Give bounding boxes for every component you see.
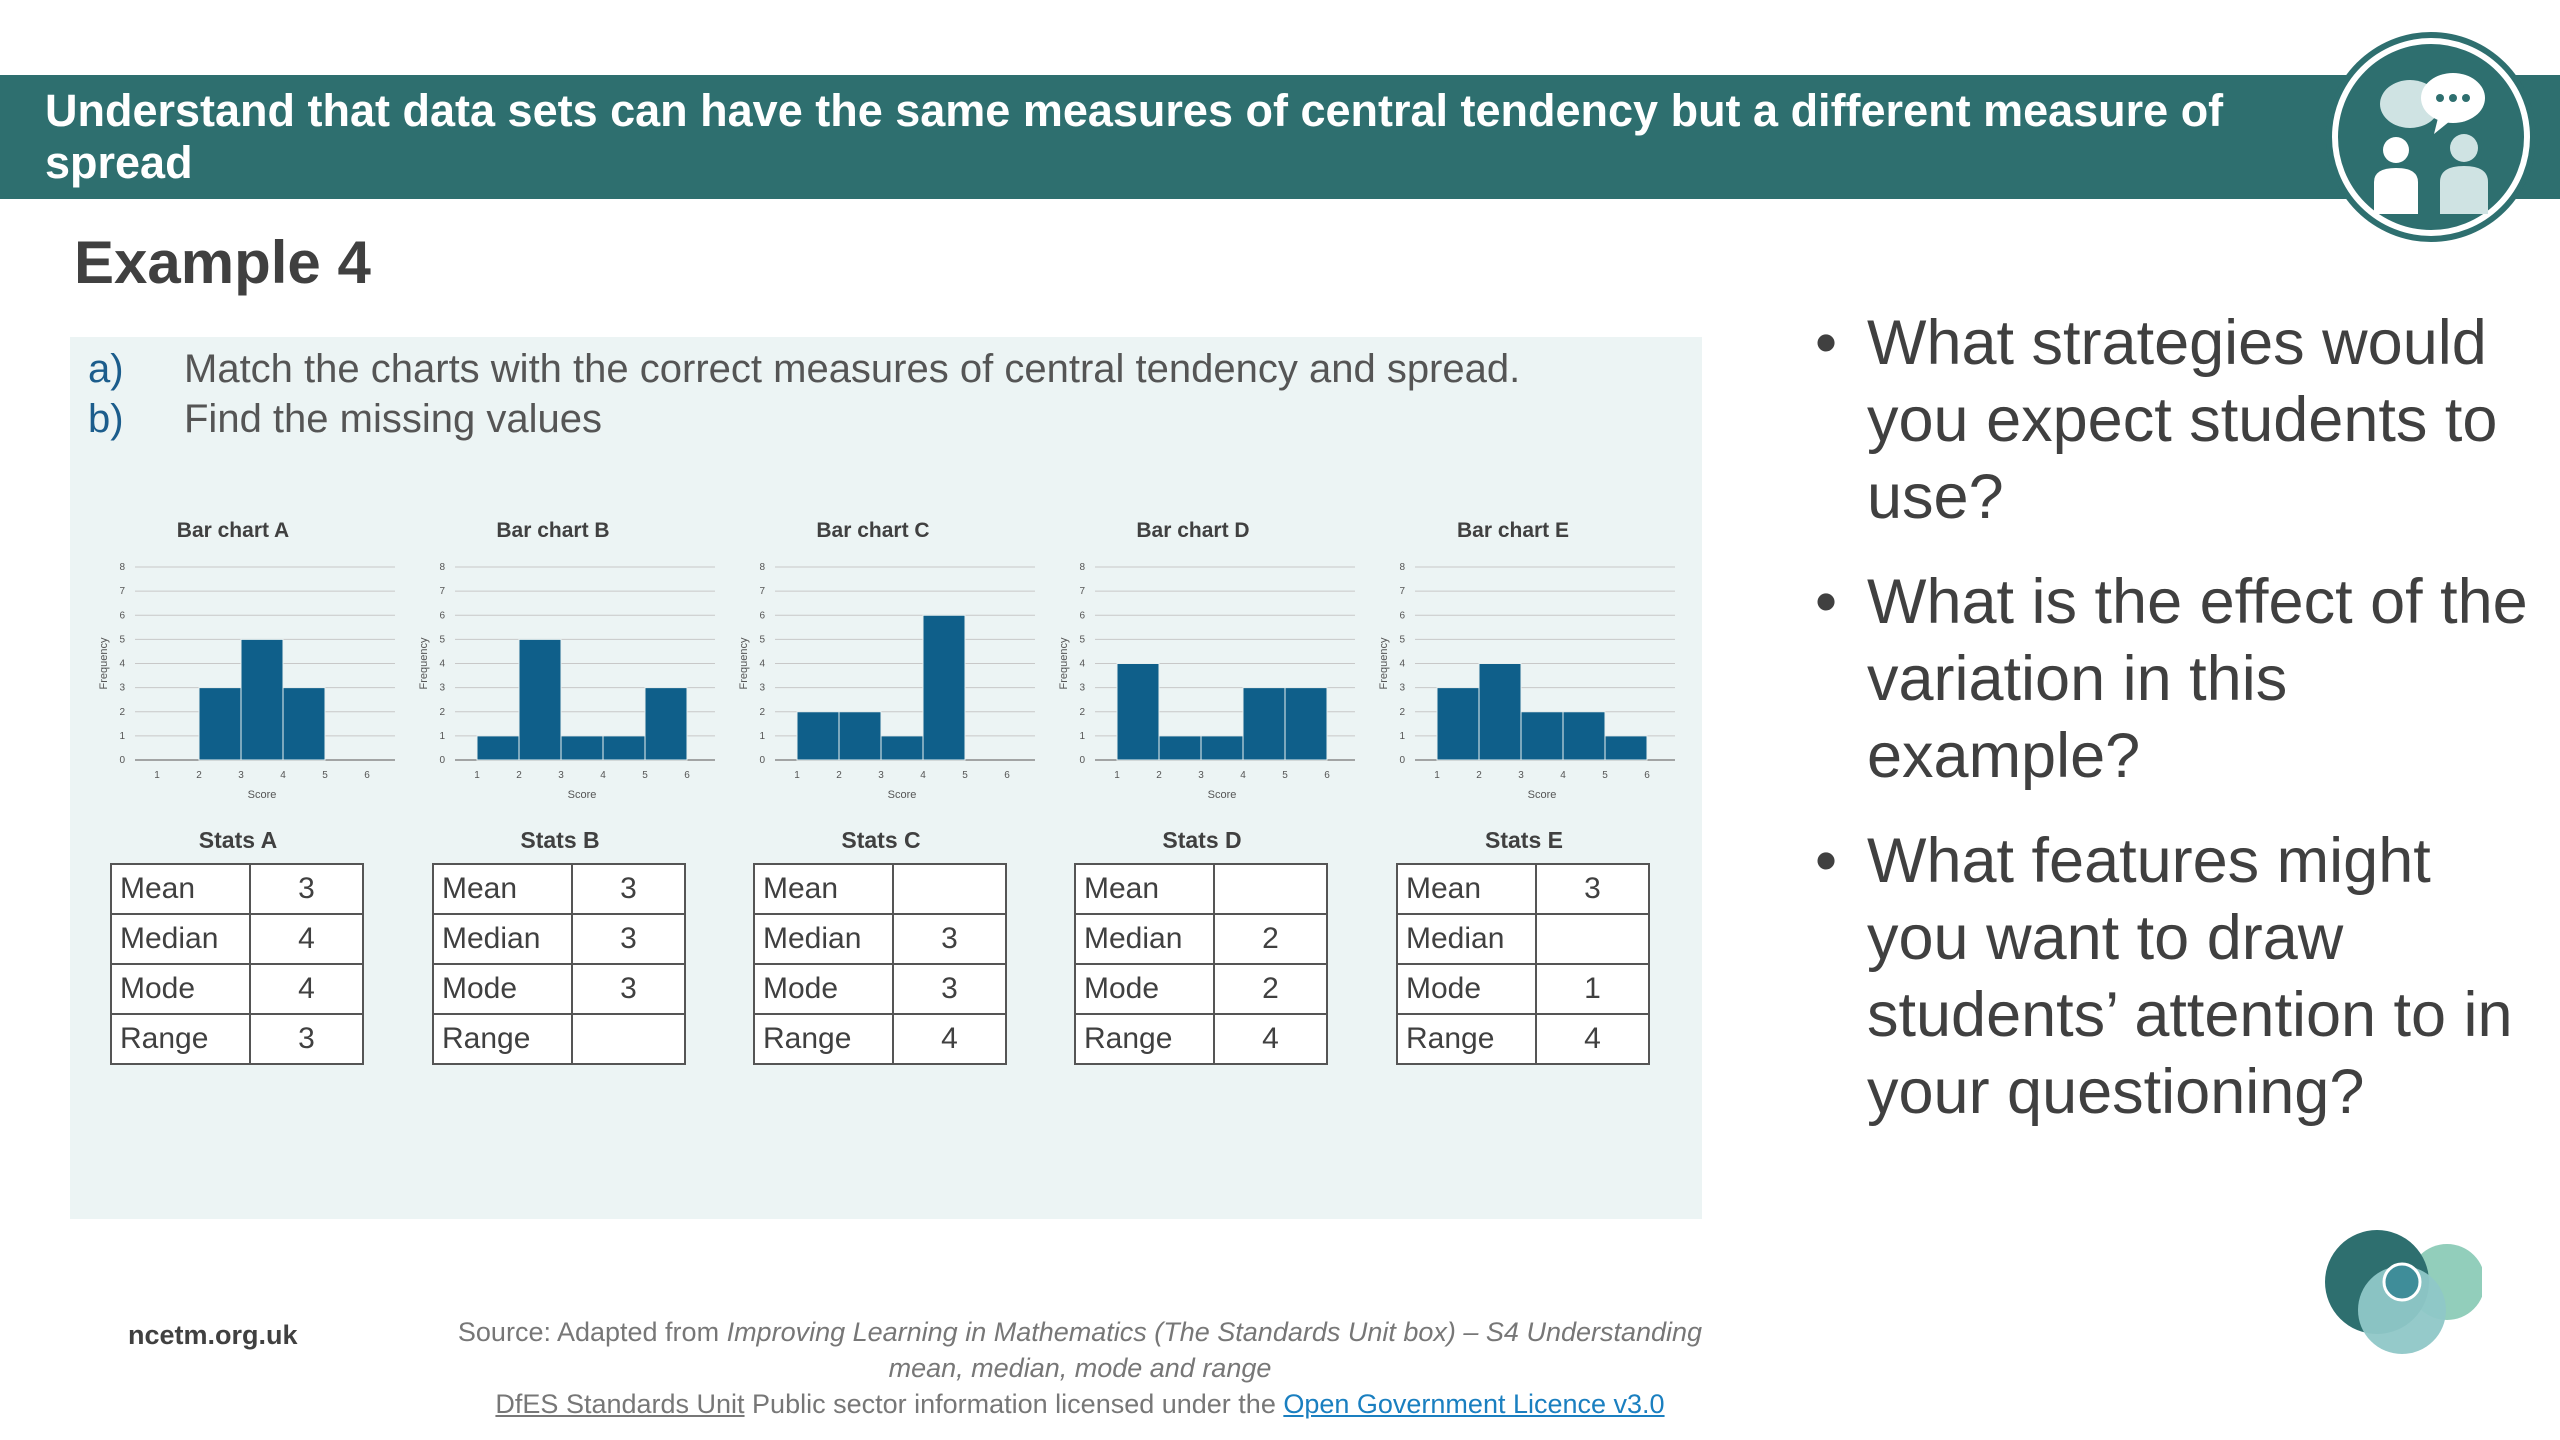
y-tick-label: 4	[759, 658, 765, 670]
y-tick-label: 1	[1399, 730, 1405, 742]
stats-table-block	[1074, 827, 1330, 1065]
y-tick-label: 6	[119, 610, 125, 622]
discussion-people-icon	[2326, 32, 2536, 242]
stats-title: Stats C	[841, 827, 921, 853]
y-tick-label: 0	[1079, 755, 1085, 766]
x-tick-label: 5	[962, 770, 968, 781]
source-citation: Source: Adapted from Improving Learning in Mathematics (The Standards Unit box) – S4 Understanding mean, median, mode and range DfES Standards Unit Public sector information licensed under the Open Government Licence v3.0	[457, 1317, 1703, 1419]
stat-value: 3	[1536, 864, 1649, 914]
y-axis-label: Frequency	[738, 637, 750, 690]
x-axis-label: Score	[567, 789, 597, 801]
bar	[1437, 688, 1479, 760]
bar	[1159, 736, 1201, 760]
y-tick-label: 8	[1079, 562, 1085, 573]
stat-value: 3	[572, 914, 685, 964]
x-tick-label: 6	[1644, 770, 1650, 781]
table-row	[1397, 1014, 1649, 1064]
bar-chart	[1370, 507, 1660, 807]
y-tick-label: 2	[439, 706, 445, 718]
stat-value: 4	[1536, 1014, 1649, 1064]
stat-value	[893, 864, 1006, 914]
y-tick-label: 5	[1399, 634, 1405, 646]
bar	[797, 712, 839, 760]
y-tick-label: 0	[439, 755, 445, 766]
y-tick-label: 2	[119, 706, 125, 718]
stat-name: Median	[754, 914, 893, 964]
chart-title: Bar chart E	[1456, 519, 1570, 542]
stat-name: Mode	[111, 964, 250, 1014]
task-a-label: a)	[88, 347, 124, 391]
bar	[561, 736, 603, 760]
stat-value: 3	[572, 864, 685, 914]
bar-chart	[730, 507, 1020, 807]
x-tick-label: 3	[1198, 770, 1204, 781]
table-row	[111, 864, 363, 914]
y-tick-label: 4	[439, 658, 445, 670]
table-row	[754, 864, 1006, 914]
x-tick-label: 6	[364, 770, 370, 781]
question-item: • What strategies would you expect students to use?	[1815, 305, 2535, 536]
y-tick-label: 3	[1079, 682, 1085, 694]
y-tick-label: 3	[439, 682, 445, 694]
y-tick-label: 3	[119, 682, 125, 694]
chart-title: Bar chart B	[496, 519, 610, 542]
ncetm-circles-logo	[2322, 1222, 2482, 1362]
bar	[1117, 664, 1159, 761]
y-tick-label: 3	[1399, 682, 1405, 694]
stats-title: Stats E	[1485, 827, 1563, 853]
x-tick-label: 2	[1156, 770, 1162, 781]
y-tick-label: 1	[759, 730, 765, 742]
y-tick-label: 4	[1399, 658, 1405, 670]
bar	[477, 736, 519, 760]
x-axis-label: Score	[887, 789, 917, 801]
bar	[645, 688, 687, 760]
y-tick-label: 8	[119, 562, 125, 573]
stat-name: Range	[1075, 1014, 1214, 1064]
stat-name: Range	[1397, 1014, 1536, 1064]
y-tick-label: 6	[439, 610, 445, 622]
y-tick-label: 0	[759, 755, 765, 766]
y-tick-label: 7	[119, 586, 125, 598]
bar	[1243, 688, 1285, 760]
stat-name: Mode	[754, 964, 893, 1014]
stat-name: Mean	[111, 864, 250, 914]
task-b-label: b)	[88, 397, 124, 441]
stat-value: 3	[250, 1014, 363, 1064]
table-row	[754, 1014, 1006, 1064]
stat-name: Mode	[433, 964, 572, 1014]
bar	[881, 736, 923, 760]
stats-table	[432, 863, 686, 1065]
bar-chart-svg	[730, 507, 1020, 807]
y-tick-label: 5	[1079, 634, 1085, 646]
stat-value	[1536, 914, 1649, 964]
x-tick-label: 1	[154, 770, 160, 781]
table-row	[1075, 914, 1327, 964]
table-row	[111, 1014, 363, 1064]
table-row	[433, 964, 685, 1014]
y-tick-label: 5	[759, 634, 765, 646]
bar	[1521, 712, 1563, 760]
stat-value: 4	[893, 1014, 1006, 1064]
dfes-link[interactable]: DfES Standards Unit	[495, 1389, 745, 1419]
table-row	[1397, 864, 1649, 914]
bar	[1563, 712, 1605, 760]
x-tick-label: 2	[836, 770, 842, 781]
stat-name: Median	[111, 914, 250, 964]
stat-name: Mean	[1075, 864, 1214, 914]
y-tick-label: 2	[759, 706, 765, 718]
stat-name: Range	[433, 1014, 572, 1064]
stat-name: Range	[754, 1014, 893, 1064]
y-tick-label: 8	[439, 562, 445, 573]
question-item: • What is the effect of the variation in this example?	[1815, 564, 2535, 795]
stat-value: 4	[250, 964, 363, 1014]
chart-title: Bar chart C	[816, 519, 930, 542]
x-tick-label: 5	[1282, 770, 1288, 781]
y-tick-label: 4	[119, 658, 125, 670]
table-row	[754, 914, 1006, 964]
table-row	[1075, 1014, 1327, 1064]
y-tick-label: 7	[1079, 586, 1085, 598]
stat-value: 3	[893, 964, 1006, 1014]
bullet-icon: •	[1815, 308, 1838, 378]
y-axis-label: Frequency	[418, 637, 430, 690]
task-b-text: Find the missing values	[184, 397, 602, 441]
x-tick-label: 4	[280, 770, 286, 781]
y-tick-label: 0	[1399, 755, 1405, 766]
stat-value	[1214, 864, 1327, 914]
y-tick-label: 0	[119, 755, 125, 766]
bar-chart-svg	[1050, 507, 1340, 807]
chart-title: Bar chart A	[176, 519, 290, 542]
example-panel	[70, 337, 1702, 1219]
x-tick-label: 4	[920, 770, 926, 781]
stats-table	[1074, 863, 1328, 1065]
header-banner	[0, 75, 2560, 199]
bar-chart-svg	[1370, 507, 1660, 807]
table-row	[1075, 964, 1327, 1014]
y-tick-label: 5	[439, 634, 445, 646]
bar	[1605, 736, 1647, 760]
stat-name: Mean	[433, 864, 572, 914]
x-tick-label: 3	[878, 770, 884, 781]
y-tick-label: 7	[439, 586, 445, 598]
chart-title: Bar chart D	[1136, 519, 1250, 542]
stat-value	[572, 1014, 685, 1064]
footer-site: ncetm.org.uk	[128, 1320, 298, 1350]
stat-value: 3	[250, 864, 363, 914]
table-row	[433, 864, 685, 914]
y-tick-label: 8	[759, 562, 765, 573]
x-axis-label: Score	[1527, 789, 1557, 801]
x-tick-label: 6	[1324, 770, 1330, 781]
table-row	[1075, 864, 1327, 914]
y-tick-label: 6	[759, 610, 765, 622]
stats-table	[110, 863, 364, 1065]
y-tick-label: 2	[1079, 706, 1085, 718]
stat-value: 3	[893, 914, 1006, 964]
bar	[519, 639, 561, 760]
x-tick-label: 1	[794, 770, 800, 781]
x-tick-label: 5	[322, 770, 328, 781]
table-row	[1397, 914, 1649, 964]
bar	[199, 688, 241, 760]
stat-value: 2	[1214, 914, 1327, 964]
stat-name: Mean	[754, 864, 893, 914]
y-tick-label: 4	[1079, 658, 1085, 670]
bar	[603, 736, 645, 760]
stat-name: Mean	[1397, 864, 1536, 914]
x-tick-label: 1	[474, 770, 480, 781]
stats-table-block	[1396, 827, 1652, 1065]
x-tick-label: 6	[1004, 770, 1010, 781]
y-tick-label: 8	[1399, 562, 1405, 573]
question-item: • What features might you want to draw students’ attention to in your questioning?	[1815, 823, 2535, 1131]
x-tick-label: 1	[1434, 770, 1440, 781]
stat-value: 1	[1536, 964, 1649, 1014]
stats-table	[1396, 863, 1650, 1065]
x-tick-label: 6	[684, 770, 690, 781]
stats-title: Stats D	[1162, 827, 1242, 853]
x-tick-label: 3	[238, 770, 244, 781]
bar-chart-svg	[90, 507, 380, 807]
stat-value: 2	[1214, 964, 1327, 1014]
bar	[1201, 736, 1243, 760]
x-tick-label: 4	[600, 770, 606, 781]
x-tick-label: 2	[196, 770, 202, 781]
y-tick-label: 1	[119, 730, 125, 742]
bar	[241, 639, 283, 760]
bar-chart	[90, 507, 380, 807]
stats-title: Stats A	[198, 827, 278, 853]
stats-table-block	[753, 827, 1009, 1065]
licence-link[interactable]: Open Government Licence v3.0	[1283, 1389, 1665, 1419]
bullet-icon: •	[1815, 567, 1838, 637]
bullet-icon: •	[1815, 826, 1838, 896]
x-tick-label: 2	[516, 770, 522, 781]
source-title: Improving Learning in Mathematics (The Standards Unit box) – S4 Understanding mean, median, mode and range	[726, 1317, 1703, 1383]
y-tick-label: 1	[1079, 730, 1085, 742]
table-row	[1397, 964, 1649, 1014]
stat-value: 4	[1214, 1014, 1327, 1064]
bar	[923, 615, 965, 760]
table-row	[433, 914, 685, 964]
x-tick-label: 4	[1560, 770, 1566, 781]
stat-name: Mode	[1075, 964, 1214, 1014]
stat-value: 3	[572, 964, 685, 1014]
bar-chart	[410, 507, 700, 807]
stat-name: Median	[1397, 914, 1536, 964]
y-tick-label: 2	[1399, 706, 1405, 718]
x-tick-label: 5	[1602, 770, 1608, 781]
x-axis-label: Score	[1207, 789, 1237, 801]
discussion-questions	[1815, 305, 2535, 1159]
x-tick-label: 3	[558, 770, 564, 781]
x-tick-label: 2	[1476, 770, 1482, 781]
x-tick-label: 4	[1240, 770, 1246, 781]
y-tick-label: 6	[1399, 610, 1405, 622]
x-tick-label: 5	[642, 770, 648, 781]
stats-table	[753, 863, 1007, 1065]
y-tick-label: 5	[119, 634, 125, 646]
table-row	[111, 964, 363, 1014]
x-tick-label: 1	[1114, 770, 1120, 781]
y-axis-label: Frequency	[1378, 637, 1390, 690]
stat-name: Median	[1075, 914, 1214, 964]
y-tick-label: 1	[439, 730, 445, 742]
x-tick-label: 3	[1518, 770, 1524, 781]
y-tick-label: 6	[1079, 610, 1085, 622]
stats-title: Stats B	[520, 827, 600, 853]
table-row	[433, 1014, 685, 1064]
table-row	[754, 964, 1006, 1014]
y-axis-label: Frequency	[98, 637, 110, 690]
stats-table-block	[432, 827, 688, 1065]
stat-name: Median	[433, 914, 572, 964]
stat-value: 4	[250, 914, 363, 964]
stats-table-block	[110, 827, 366, 1065]
example-heading: Example 4	[74, 229, 371, 296]
table-row	[111, 914, 363, 964]
x-axis-label: Score	[247, 789, 277, 801]
bar-chart	[1050, 507, 1340, 807]
slide-title: Understand that data sets can have the same measures of central tendency but a different measure of spread	[45, 85, 2224, 188]
bar-chart-svg	[410, 507, 700, 807]
bar	[283, 688, 325, 760]
y-tick-label: 7	[1399, 586, 1405, 598]
y-axis-label: Frequency	[1058, 637, 1070, 690]
bar	[1479, 664, 1521, 761]
task-a-text: Match the charts with the correct measures of central tendency and spread.	[184, 347, 1521, 391]
y-tick-label: 7	[759, 586, 765, 598]
stat-name: Mode	[1397, 964, 1536, 1014]
bar	[839, 712, 881, 760]
y-tick-label: 3	[759, 682, 765, 694]
stat-name: Range	[111, 1014, 250, 1064]
bar	[1285, 688, 1327, 760]
